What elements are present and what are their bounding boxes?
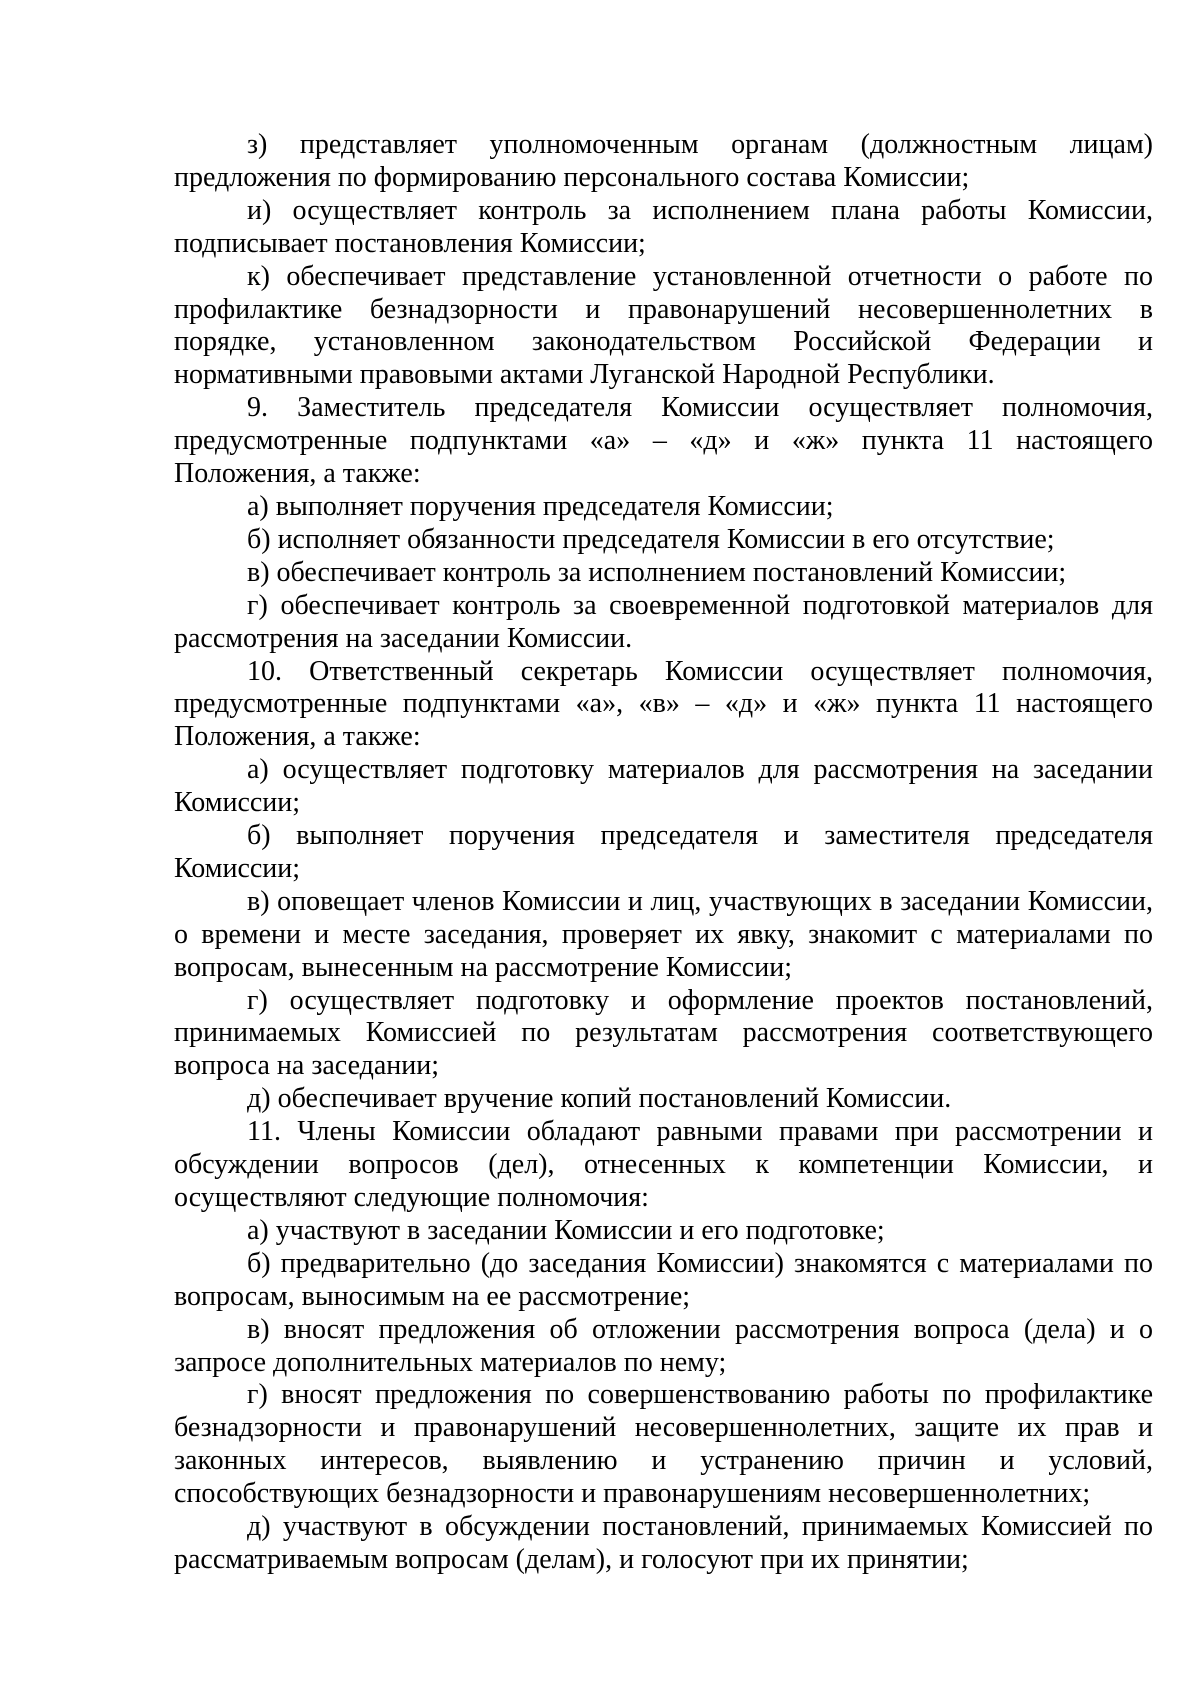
paragraph-11-b: б) предварительно (до заседания Комиссии) знакомятся с материалами по вопросам, выносимым на ее рассмотрение;	[174, 1247, 1153, 1312]
document-body	[174, 129, 1153, 1577]
paragraph-11: 11. Члены Комиссии обладают равными правами при рассмотрении и обсуждении вопросов (дел), отнесенных к компетенции Комиссии, и осуществляют следующие полномочия:	[174, 1116, 1153, 1213]
paragraph-10: 10. Ответственный секретарь Комиссии осуществляет полномочия, предусмотренные подпунктами «а», «в» – «д» и «ж» пункта 11 настоящего Положения, а также:	[174, 655, 1153, 753]
paragraph-10-g: г) осуществляет подготовку и оформление проектов постановлений, принимаемых Комиссией по результатам рассмотрения соответствующего вопроса на заседании;	[174, 984, 1153, 1082]
paragraph-10-d: д) обеспечивает вручение копий постановлений Комиссии.	[247, 1083, 952, 1115]
paragraph-k: к) обеспечивает представление установленной отчетности о работе по профилактике безнадзорности и правонарушений несовершеннолетних в порядке, установленном законодательством Российской Федерации и нормативными правовыми актами Луганской Народной Республики.	[174, 260, 1153, 391]
paragraph-9-b: б) исполняет обязанности председателя Комиссии в его отсутствие;	[247, 523, 1055, 555]
paragraph-i: и) осуществляет контроль за исполнением плана работы Комиссии, подписывает постановления Комиссии;	[174, 194, 1153, 259]
paragraph-10-b: б) выполняет поручения председателя и заместителя председателя Комиссии;	[174, 820, 1153, 884]
paragraph-10-v: в) оповещает членов Комиссии и лиц, участвующих в заседании Комиссии, о времени и месте заседания, проверяет их явку, знакомит с материалами по вопросам, вынесенным на рассмотрение Комиссии;	[174, 885, 1153, 983]
paragraph-z: з) представляет уполномоченным органам (должностным лицам) предложения по формированию персонального состава Комиссии;	[174, 129, 1153, 193]
paragraph-9-v: в) обеспечивает контроль за исполнением постановлений Комиссии;	[247, 556, 1067, 588]
paragraph-9-a: а) выполняет поручения председателя Комиссии;	[247, 490, 834, 522]
paragraph-9: 9. Заместитель председателя Комиссии осуществляет полномочия, предусмотренные подпунктами «а» – «д» и «ж» пункта 11 настоящего Положения, а также:	[174, 392, 1153, 490]
paragraph-11-a: а) участвуют в заседании Комиссии и его подготовке;	[247, 1214, 885, 1246]
paragraph-11-v: в) вносят предложения об отложении рассмотрения вопроса (дела) и о запросе дополнительных материалов по нему;	[174, 1313, 1153, 1378]
paragraph-11-d: д) участвуют в обсуждении постановлений, принимаемых Комиссией по рассматриваемым вопросам (делам), и голосуют при их принятии;	[174, 1511, 1153, 1575]
paragraph-9-g: г) обеспечивает контроль за своевременной подготовкой материалов для рассмотрения на заседании Комиссии.	[174, 589, 1153, 654]
paragraph-10-a: а) осуществляет подготовку материалов для рассмотрения на заседании Комиссии;	[174, 754, 1153, 819]
paragraph-11-g: г) вносят предложения по совершенствованию работы по профилактике безнадзорности и правонарушений несовершеннолетних, защите их прав и законных интересов, выявлению и устранению причин и условий, способствующих безнадзорности и правонарушениям несовершеннолетних;	[174, 1379, 1153, 1510]
